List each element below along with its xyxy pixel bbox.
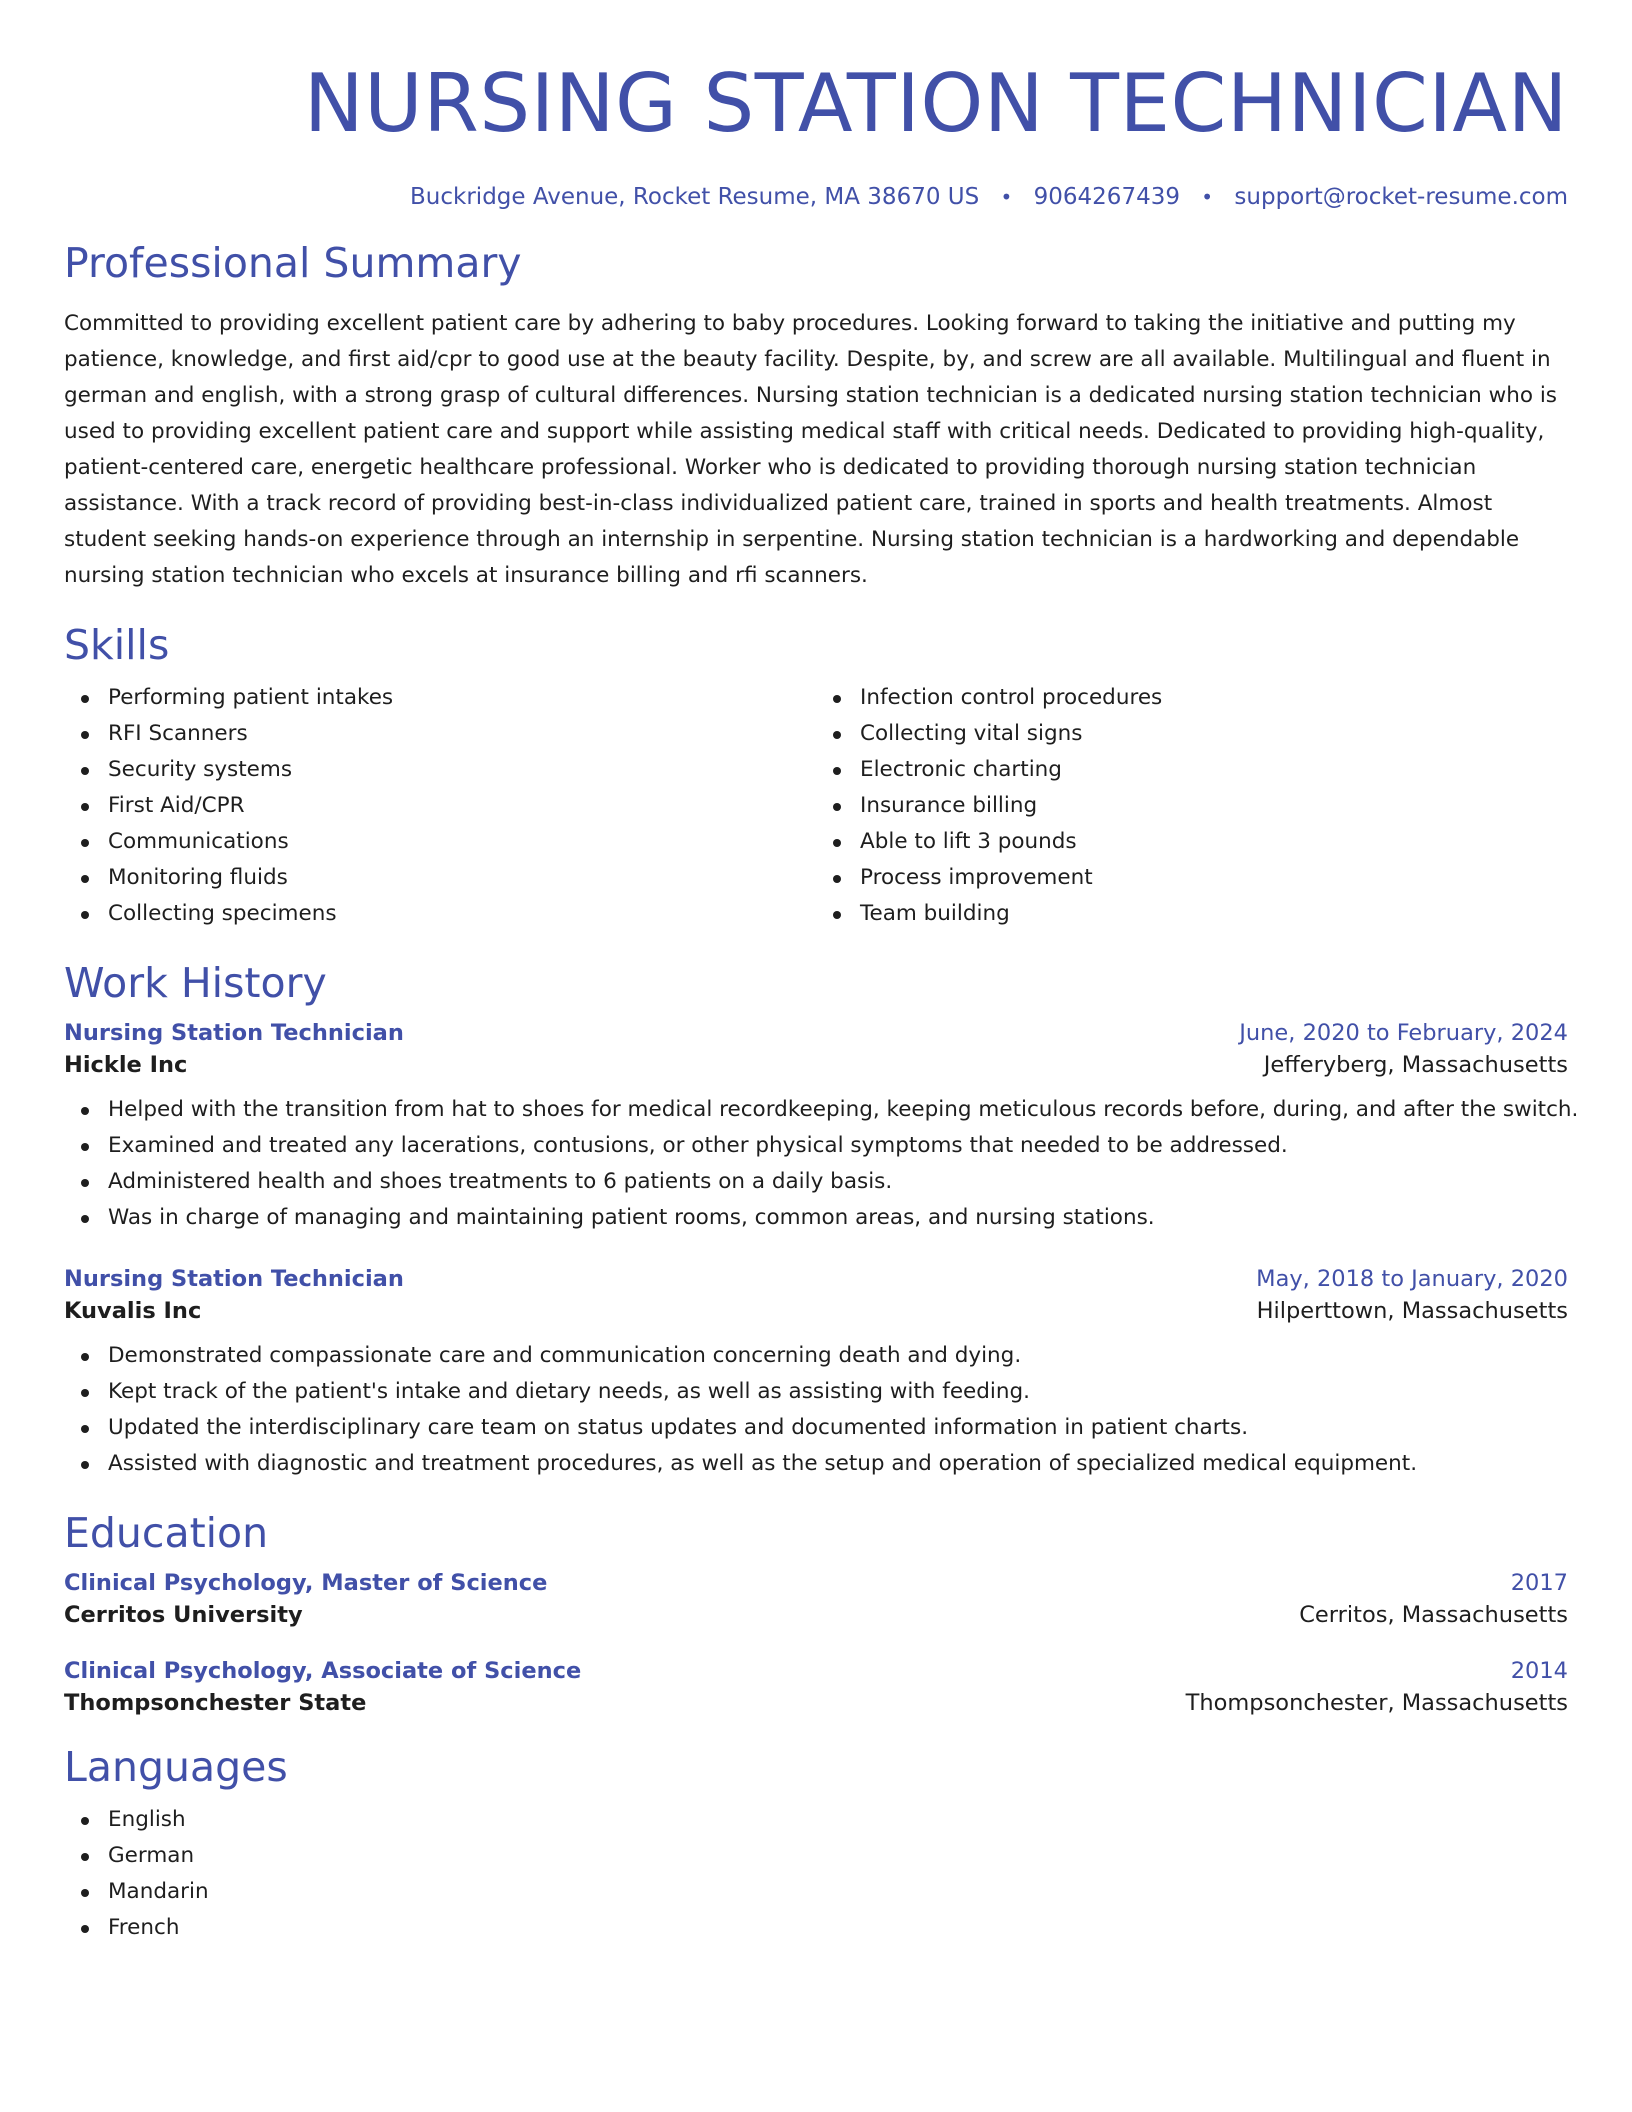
job-company: Hickle Inc <box>64 1052 188 1078</box>
language-item: Mandarin <box>108 1874 1568 1910</box>
job-header-row <box>64 1266 1568 1292</box>
skill-item: Infection control procedures <box>860 680 1568 716</box>
contact-separator: • <box>1000 185 1013 209</box>
education-school: Cerritos University <box>64 1602 303 1628</box>
education-school: Thompsonchester State <box>64 1690 367 1716</box>
job-bullet: Kept track of the patient's intake and dietary needs, as well as assisting with feeding. <box>108 1374 1568 1410</box>
job-header-row <box>64 1020 1568 1046</box>
languages-list <box>64 1802 1568 1946</box>
job-location: Jefferyberg, Massachusetts <box>1263 1052 1568 1078</box>
contact-phone: 9064267439 <box>1033 184 1180 210</box>
education-year: 2014 <box>1510 1658 1568 1684</box>
job-location: Hilperttown, Massachusetts <box>1256 1298 1568 1324</box>
education-location: Cerritos, Massachusetts <box>1299 1602 1568 1628</box>
education-degree-row <box>64 1658 1568 1684</box>
language-item: English <box>108 1802 1568 1838</box>
job-title: Nursing Station Technician <box>64 1020 404 1046</box>
skill-item: Collecting vital signs <box>860 716 1568 752</box>
job-entry <box>64 1020 1579 1236</box>
job-company-row <box>64 1298 1568 1324</box>
summary-heading: Professional Summary <box>64 239 522 287</box>
job-bullets <box>64 1338 1568 1482</box>
job-dates: May, 2018 to January, 2020 <box>1256 1266 1568 1292</box>
job-bullet: Helped with the transition from hat to shoes for medical recordkeeping, keeping meticulous records before, during, and after the switch. <box>108 1092 1568 1128</box>
contact-line <box>64 184 1568 210</box>
education-degree: Clinical Psychology, Associate of Science <box>64 1658 582 1684</box>
skill-item: Insurance billing <box>860 788 1568 824</box>
job-bullet: Demonstrated compassionate care and communication concerning death and dying. <box>108 1338 1568 1374</box>
job-bullet: Updated the interdisciplinary care team on status updates and documented information in patient charts. <box>108 1410 1568 1446</box>
education-school-row <box>64 1690 1568 1716</box>
education-degree-row <box>64 1570 1568 1596</box>
contact-separator: • <box>1201 185 1214 209</box>
education-school-row <box>64 1602 1568 1628</box>
education-location: Thompsonchester, Massachusetts <box>1185 1690 1568 1716</box>
education-heading: Education <box>64 1509 269 1557</box>
contact-email: support@rocket-resume.com <box>1234 184 1568 210</box>
skill-item: RFI Scanners <box>108 716 816 752</box>
job-dates: June, 2020 to February, 2024 <box>1239 1020 1568 1046</box>
summary-section <box>64 238 1568 594</box>
skill-item: Collecting specimens <box>108 896 816 932</box>
skill-item: Electronic charting <box>860 752 1568 788</box>
skill-item: Process improvement <box>860 860 1568 896</box>
work-history-heading: Work History <box>64 959 327 1007</box>
education-entry <box>64 1658 1568 1716</box>
skill-item: Able to lift 3 pounds <box>860 824 1568 860</box>
skill-item: Monitoring fluids <box>108 860 816 896</box>
languages-section <box>64 1742 1568 1946</box>
education-entry <box>64 1570 1568 1628</box>
job-bullet: Examined and treated any lacerations, contusions, or other physical symptoms that needed to be addressed. <box>108 1128 1568 1164</box>
job-bullets <box>64 1092 1579 1236</box>
education-section <box>64 1508 1568 1716</box>
skill-item: Communications <box>108 824 816 860</box>
job-title: Nursing Station Technician <box>64 1266 404 1292</box>
skills-right-list <box>816 680 1568 932</box>
job-company-row <box>64 1052 1568 1078</box>
skill-item: Security systems <box>108 752 816 788</box>
job-bullet: Assisted with diagnostic and treatment procedures, as well as the setup and operation of specialized medical equipment. <box>108 1446 1568 1482</box>
languages-heading: Languages <box>64 1743 288 1791</box>
job-bullet: Was in charge of managing and maintaining patient rooms, common areas, and nursing stations. <box>108 1200 1568 1236</box>
job-company: Kuvalis Inc <box>64 1298 202 1324</box>
contact-address: Buckridge Avenue, Rocket Resume, MA 38670 US <box>410 184 980 210</box>
language-item: French <box>108 1910 1568 1946</box>
skills-left-list <box>64 680 816 932</box>
language-item: German <box>108 1838 1568 1874</box>
skill-item: Team building <box>860 896 1568 932</box>
summary-text: Committed to providing excellent patient care by adhering to baby procedures. Looking forward to taking the initiative and putting my patience, knowledge, and first aid/cpr to good use at the beauty facility. Despite, by, and screw are all available. Multilingual and fluent in german and english, with a strong grasp of cultural differences. Nursing station technician is a dedicated nursing station technician who is used to providing excellent patient care and support while assisting medical staff with critical needs. Dedicated to providing high-quality, patient-centered care, energetic healthcare professional. Worker who is dedicated to providing thorough nursing station technician assistance. With a track record of providing best-in-class individualized patient care, trained in sports and health treatments. Almost student seeking hands-on experience through an internship in serpentine. Nursing station technician is a hardworking and dependable nursing station technician who excels at insurance billing and rfi scanners. <box>64 311 1558 588</box>
skills-grid <box>64 680 1568 932</box>
job-bullet: Administered health and shoes treatments to 6 patients on a daily basis. <box>108 1164 1568 1200</box>
skill-item: Performing patient intakes <box>108 680 816 716</box>
skill-item: First Aid/CPR <box>108 788 816 824</box>
resume-title: NURSING STATION TECHNICIAN <box>303 57 1568 150</box>
skills-section <box>64 620 1568 932</box>
skills-heading: Skills <box>64 621 170 669</box>
education-degree: Clinical Psychology, Master of Science <box>64 1570 548 1596</box>
work-history-section <box>64 958 1579 1482</box>
job-entry <box>64 1266 1568 1482</box>
education-year: 2017 <box>1510 1570 1568 1596</box>
